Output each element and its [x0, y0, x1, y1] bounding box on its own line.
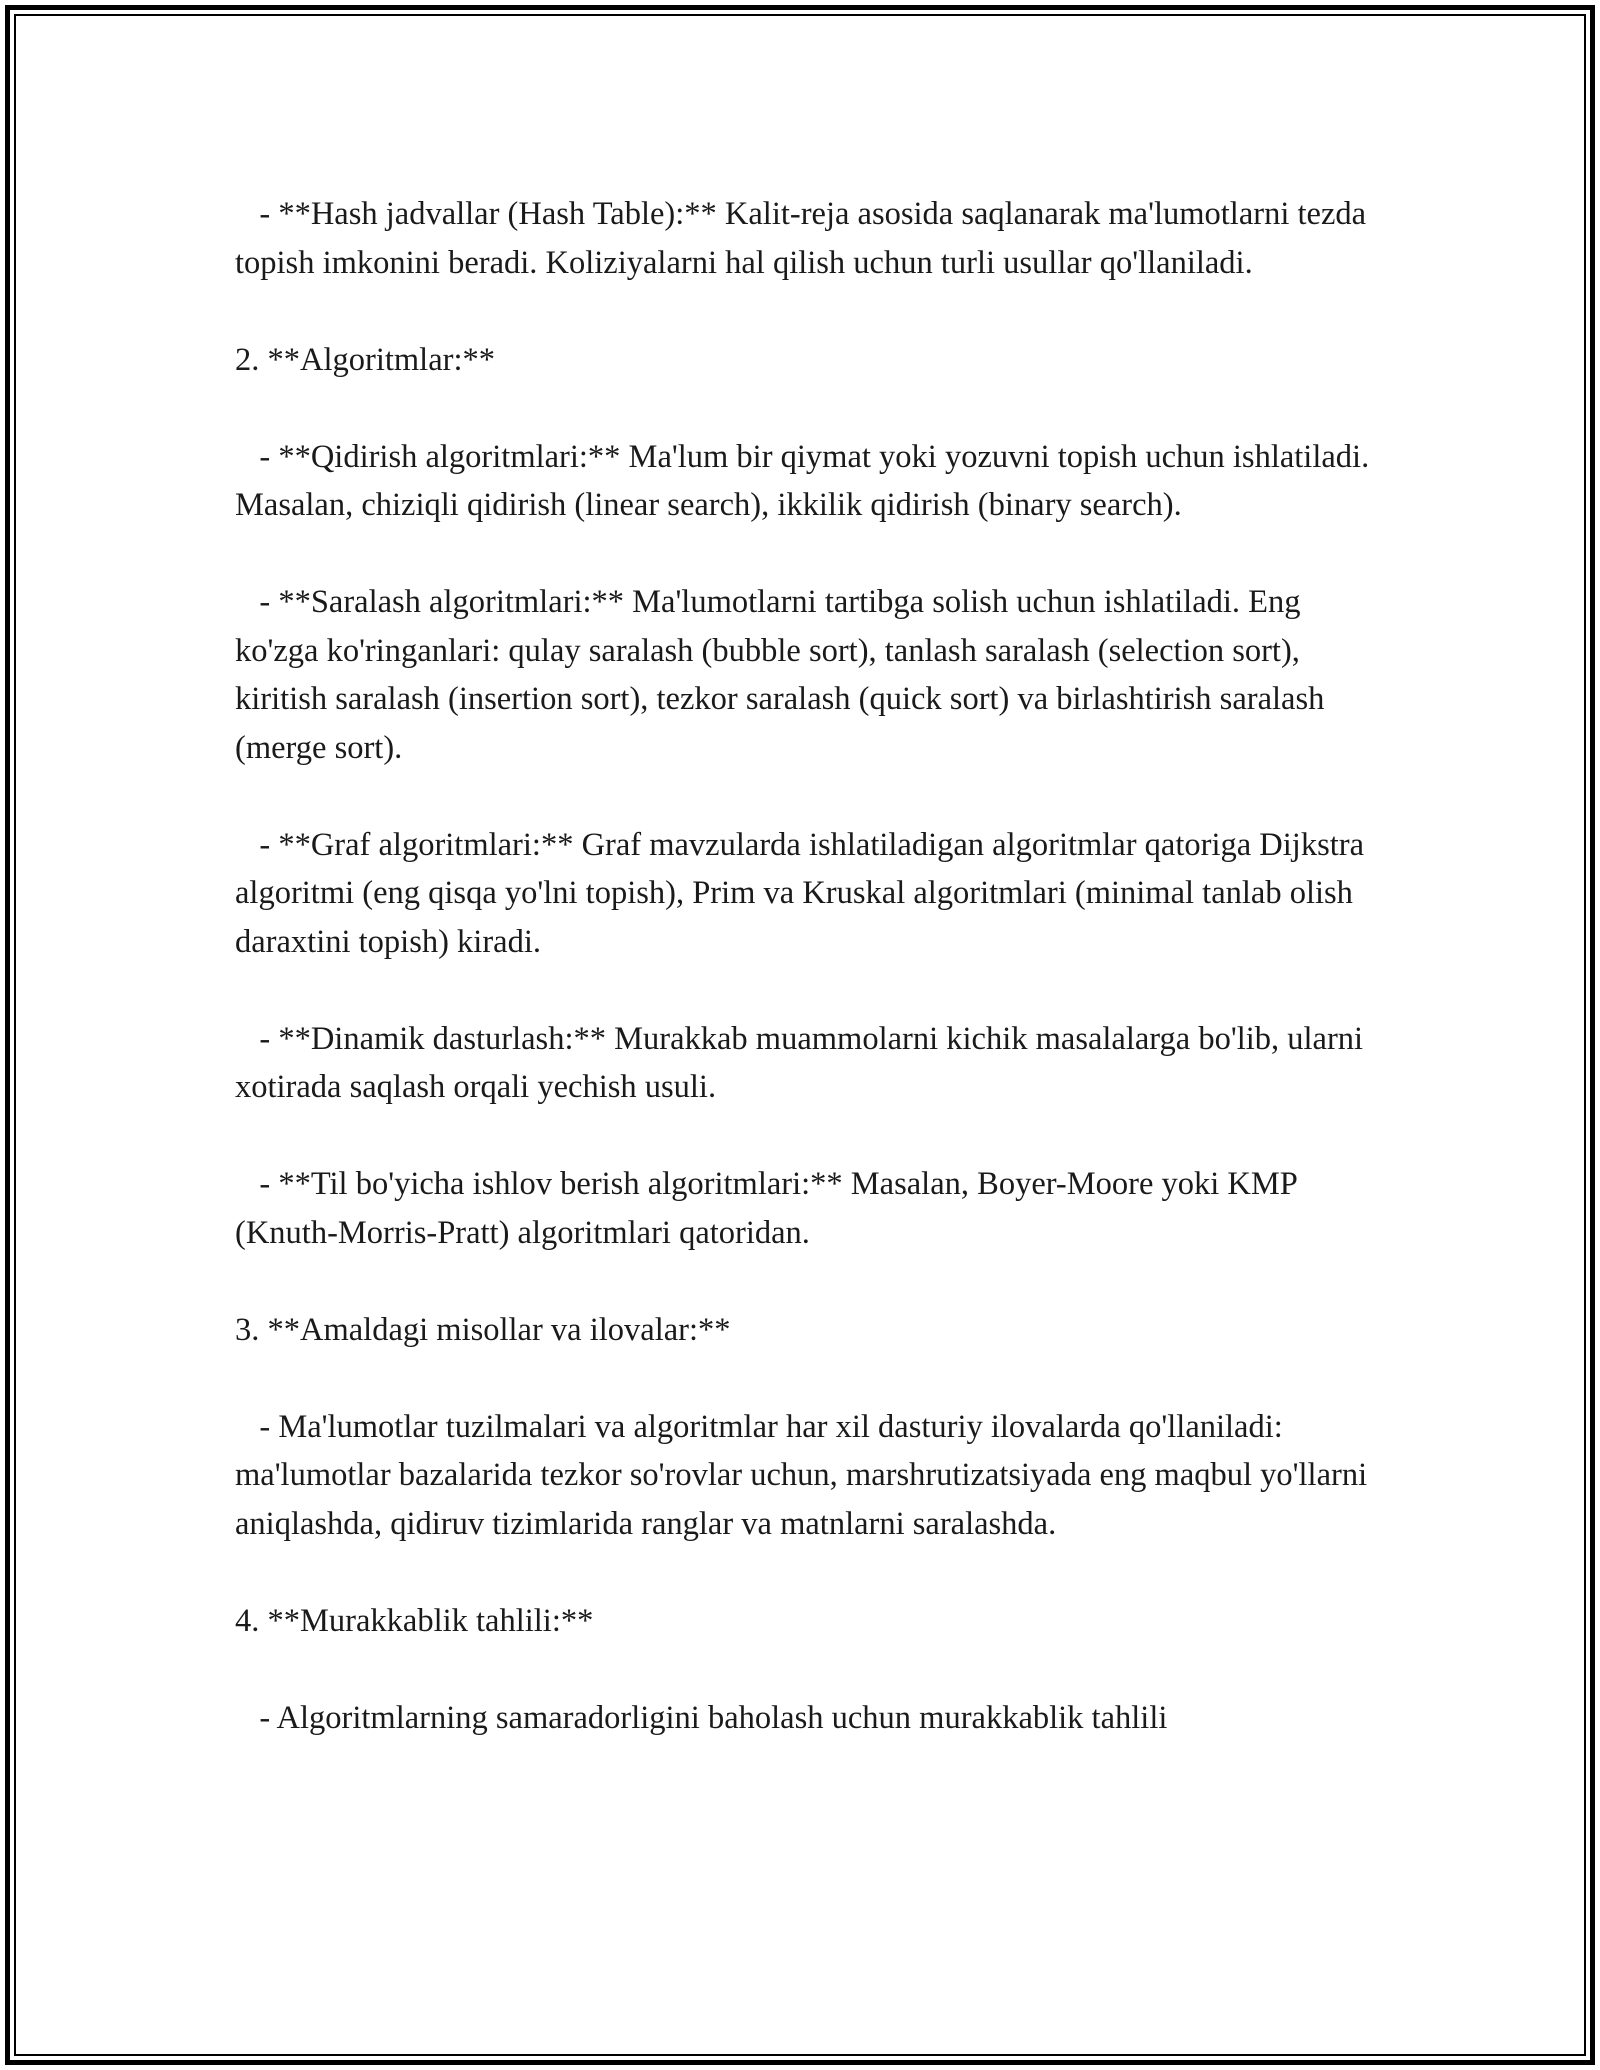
- paragraph-gap: [235, 966, 1375, 1015]
- paragraph-dynamic-programming: - **Dinamik dasturlash:** Murakkab muammolarni kichik masalalarga bo'lib, ularni xotirada saqlash orqali yechish usuli.: [235, 1020, 1372, 1105]
- document-body: [235, 190, 1378, 1742]
- paragraph-gap: [235, 530, 1375, 579]
- paragraph-search-algorithms: - **Qidirish algoritmlari:** Ma'lum bir qiymat yoki yozuvni topish uchun ishlatiladi. Masalan, chiziqli qidirish (linear search), ikkilik qidirish (binary search).: [235, 438, 1378, 523]
- paragraph-applications: - Ma'lumotlar tuzilmalari va algoritmlar har xil dasturiy ilovalarda qo'llaniladi: ma'lumotlar bazalarida tezkor so'rovlar uchun, marshrutizatsiyada eng maqbul yo'llarni aniqlashda, qidiruv tizimlarida ranglar va matnlarni saralashda.: [235, 1408, 1376, 1542]
- paragraph-complexity: - Algoritmlarning samaradorligini baholash uchun murakkablik tahlili: [235, 1699, 1168, 1736]
- paragraph-gap: [235, 384, 1375, 433]
- paragraph-string-algorithms: - **Til bo'yicha ishlov berish algoritmlari:** Masalan, Boyer-Moore yoki KMP (Knuth-Morris-Pratt) algoritmlari qatoridan.: [235, 1166, 1305, 1251]
- heading-applications: 3. **Amaldagi misollar va ilovalar:**: [235, 1311, 731, 1348]
- paragraph-gap: [235, 287, 1375, 336]
- heading-complexity: 4. **Murakkablik tahlili:**: [235, 1602, 594, 1639]
- paragraph-gap: [235, 1257, 1375, 1306]
- paragraph-gap: [235, 1354, 1375, 1403]
- paragraph-gap: [235, 1548, 1375, 1597]
- heading-algoritmlar: 2. **Algoritmlar:**: [235, 341, 495, 378]
- paragraph-gap: [235, 772, 1375, 821]
- paragraph-sorting-algorithms: - **Saralash algoritmlari:** Ma'lumotlarni tartibga solish uchun ishlatiladi. Eng ko'zga ko'ringanlari: qulay saralash (bubble sort), tanlash saralash (selection sort), kiritish saralash (insertion sort), tezkor saralash (quick sort) va birlashtirish saralash (merge sort).: [235, 584, 1333, 766]
- paragraph-graph-algorithms: - **Graf algoritmlari:** Graf mavzularda ishlatiladigan algoritmlar qatoriga Dijkstra algoritmi (eng qisqa yo'lni topish), Prim va Kruskal algoritmlari (minimal tanlab olish daraxtini topish) kiradi.: [235, 826, 1373, 960]
- paragraph-gap: [235, 1645, 1375, 1694]
- paragraph-gap: [235, 1112, 1375, 1161]
- paragraph-hash-table: - **Hash jadvallar (Hash Table):** Kalit-reja asosida saqlanarak ma'lumotlarni tezda topish imkonini beradi. Koliziyalarni hal qilish uchun turli usullar qo'llaniladi.: [235, 196, 1375, 281]
